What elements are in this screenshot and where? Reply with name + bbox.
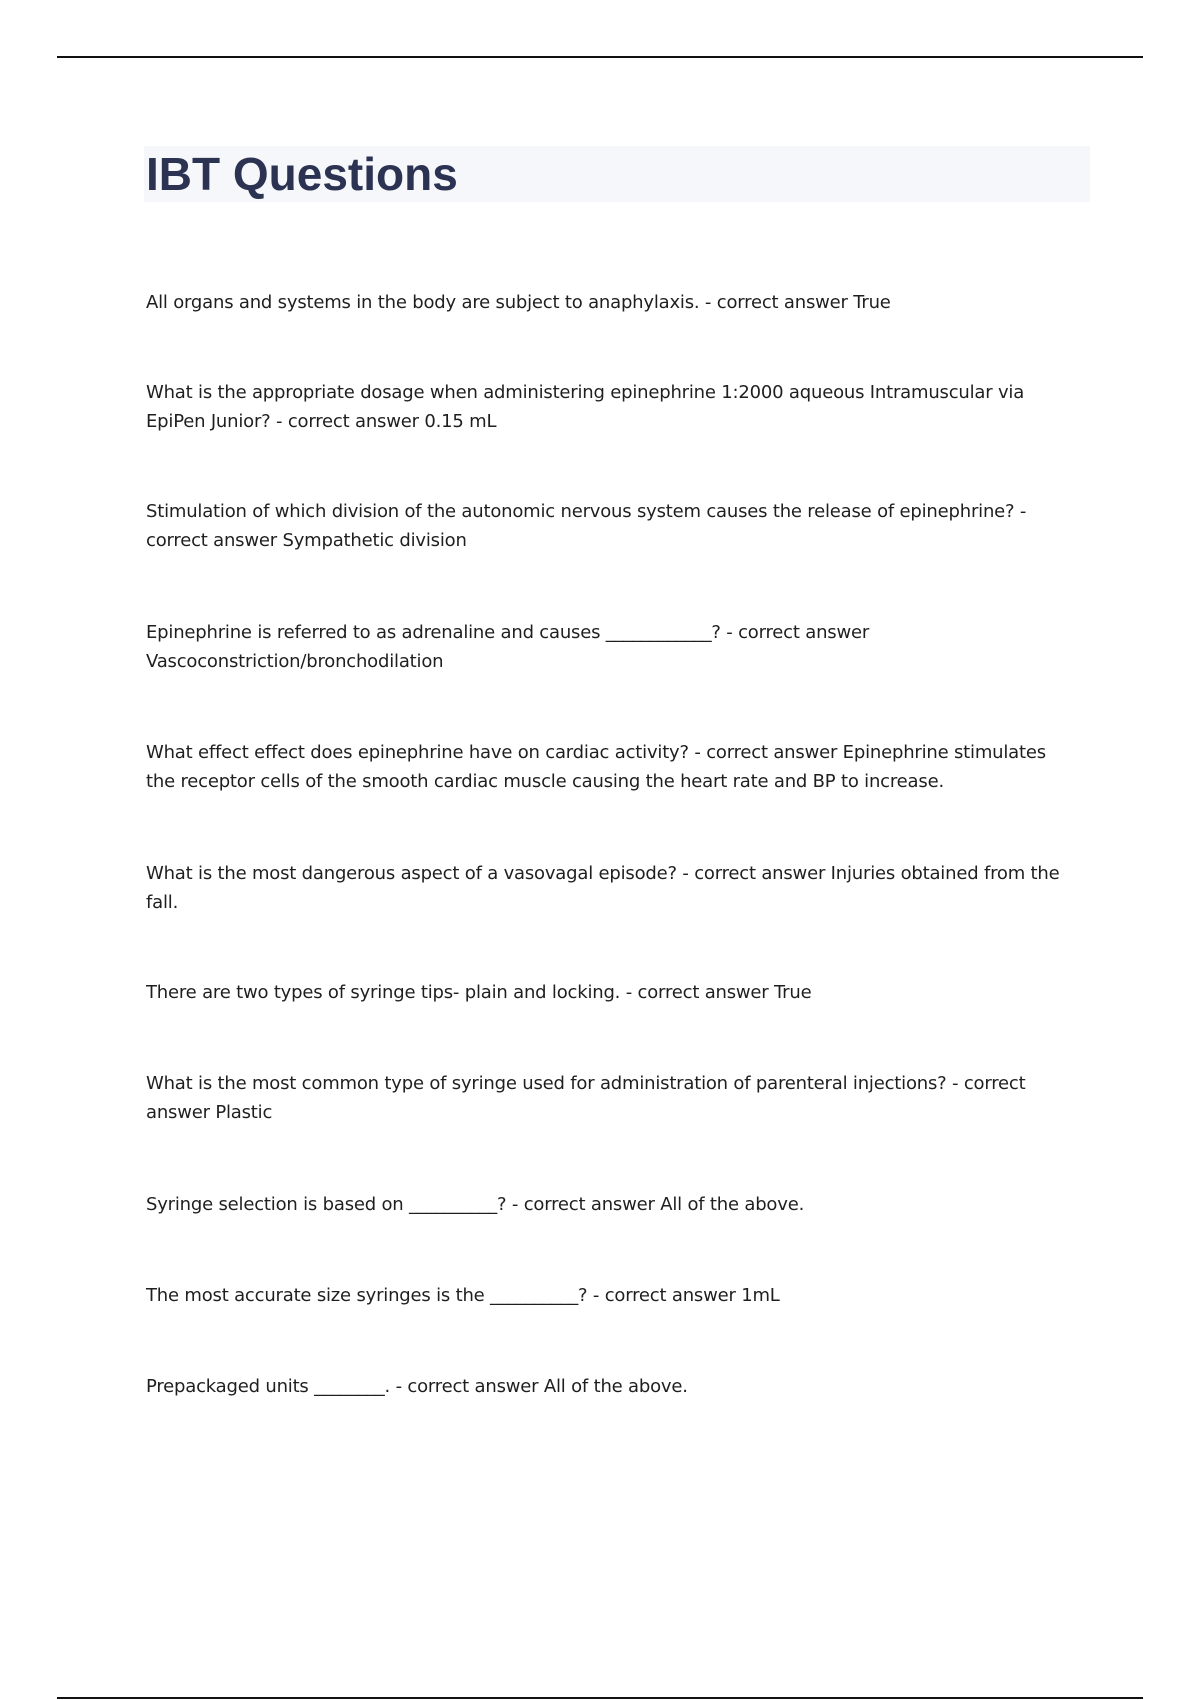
- question-item-1: All organs and systems in the body are subject to anaphylaxis. - correct answer True: [146, 292, 891, 313]
- top-rule: [57, 56, 1143, 58]
- question-item-6: What is the most dangerous aspect of a vasovagal episode? - correct answer Injuries obtained from the fall.: [146, 863, 1060, 913]
- question-item-4: Epinephrine is referred to as adrenaline and causes ____________? - correct answer Vascoconstriction/bronchodilation: [146, 622, 870, 672]
- question-item-7: There are two types of syringe tips- plain and locking. - correct answer True: [146, 982, 812, 1003]
- question-item-8: What is the most common type of syringe used for administration of parenteral injections? - correct answer Plastic: [146, 1073, 1026, 1123]
- question-item-2: What is the appropriate dosage when administering epinephrine 1:2000 aqueous Intramuscular via EpiPen Junior? - correct answer 0.15 mL: [146, 382, 1025, 432]
- question-item-9: Syringe selection is based on __________? - correct answer All of the above.: [146, 1194, 805, 1215]
- question-item-11: Prepackaged units ________. - correct answer All of the above.: [146, 1376, 688, 1397]
- question-item-10: The most accurate size syringes is the __________? - correct answer 1mL: [146, 1285, 780, 1306]
- question-item-5: What effect effect does epinephrine have on cardiac activity? - correct answer Epinephrine stimulates the receptor cells of the smooth cardiac muscle causing the heart rate and BP to increase.: [146, 742, 1046, 792]
- document-title: IBT Questions: [146, 148, 458, 200]
- bottom-rule: [57, 1697, 1143, 1699]
- question-item-3: Stimulation of which division of the autonomic nervous system causes the release of epinephrine? - correct answer Sympathetic division: [146, 501, 1027, 551]
